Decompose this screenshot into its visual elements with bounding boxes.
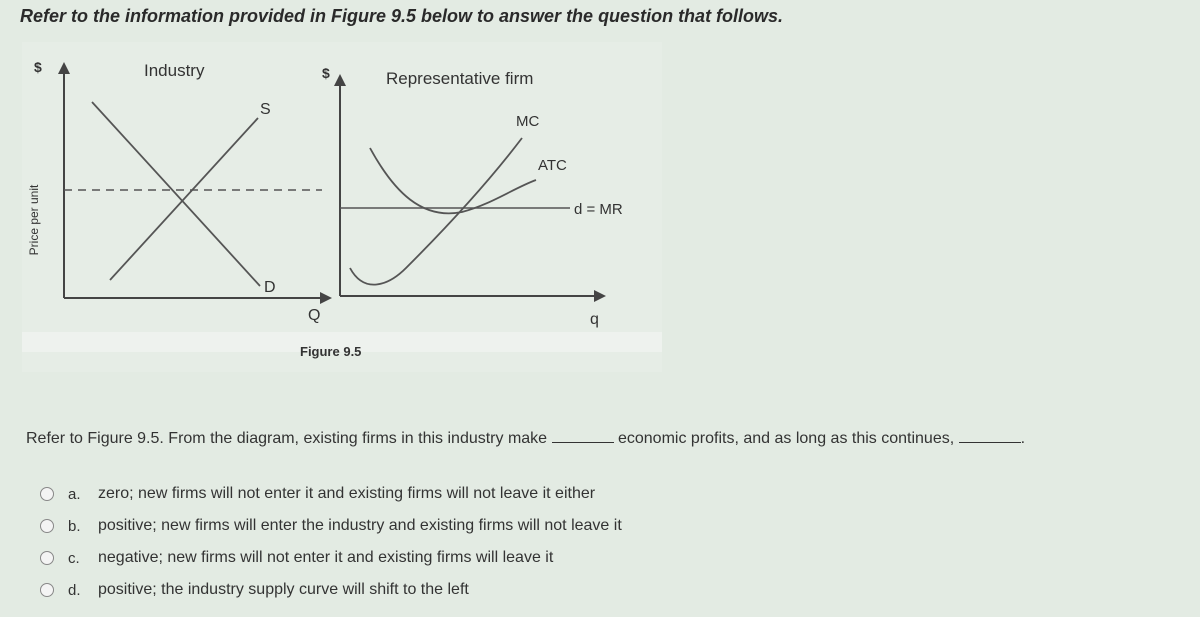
option-letter: b. [68,517,81,535]
radio-button-icon[interactable] [40,583,54,597]
atc-curve [370,148,536,213]
demand-label: D [264,279,276,296]
firm-x-arrow-icon [594,290,606,302]
option-c[interactable] [40,542,940,574]
industry-y-arrow-icon [58,62,70,74]
question-text-middle: economic profits, and as long as this continues, [617,430,955,447]
supply-label: S [260,101,271,118]
mc-label: MC [516,113,540,130]
question-text-end: . [1020,430,1026,447]
instruction-text: Refer to the information provided in Figure 9.5 below to answer the question that follows. [20,6,784,26]
option-d[interactable] [40,574,940,606]
option-letter: a. [68,485,81,503]
option-letter: c. [68,549,80,567]
figure-diagram [22,42,662,372]
industry-supply-curve [110,118,258,280]
option-text: positive; the industry supply curve will shift to the left [98,581,469,598]
option-text: zero; new firms will not enter it and existing firms will not leave it either [98,485,596,502]
answer-blank-2 [959,430,1021,443]
radio-button-icon[interactable] [40,519,54,533]
industry-y-unit: $ [34,59,42,75]
industry-x-label: Q [308,307,321,324]
option-text: negative; new firms will not enter it and existing firms will leave it [98,549,554,566]
answer-blank-1 [552,430,614,443]
firm-y-arrow-icon [334,74,346,86]
firm-x-label: q [590,311,599,328]
firm-y-unit: $ [322,65,330,81]
radio-button-icon[interactable] [40,551,54,565]
industry-demand-curve [92,102,260,286]
industry-x-arrow-icon [320,292,332,304]
option-a[interactable] [40,478,940,510]
firm-title: Representative firm [386,69,534,88]
y-axis-label: Price per unit [27,184,41,256]
answer-options [40,478,940,606]
atc-label: ATC [538,157,567,174]
option-letter: d. [68,581,81,599]
figure-9-5 [22,42,662,372]
option-b[interactable] [40,510,940,542]
question-text [26,430,1200,448]
radio-button-icon[interactable] [40,487,54,501]
figure-caption: Figure 9.5 [300,344,362,359]
question-text-before: Refer to Figure 9.5. From the diagram, existing firms in this industry make [26,430,548,447]
industry-title: Industry [144,61,205,80]
demand-mr-label: d = MR [574,201,623,218]
option-text: positive; new firms will enter the industry and existing firms will not leave it [98,517,622,534]
